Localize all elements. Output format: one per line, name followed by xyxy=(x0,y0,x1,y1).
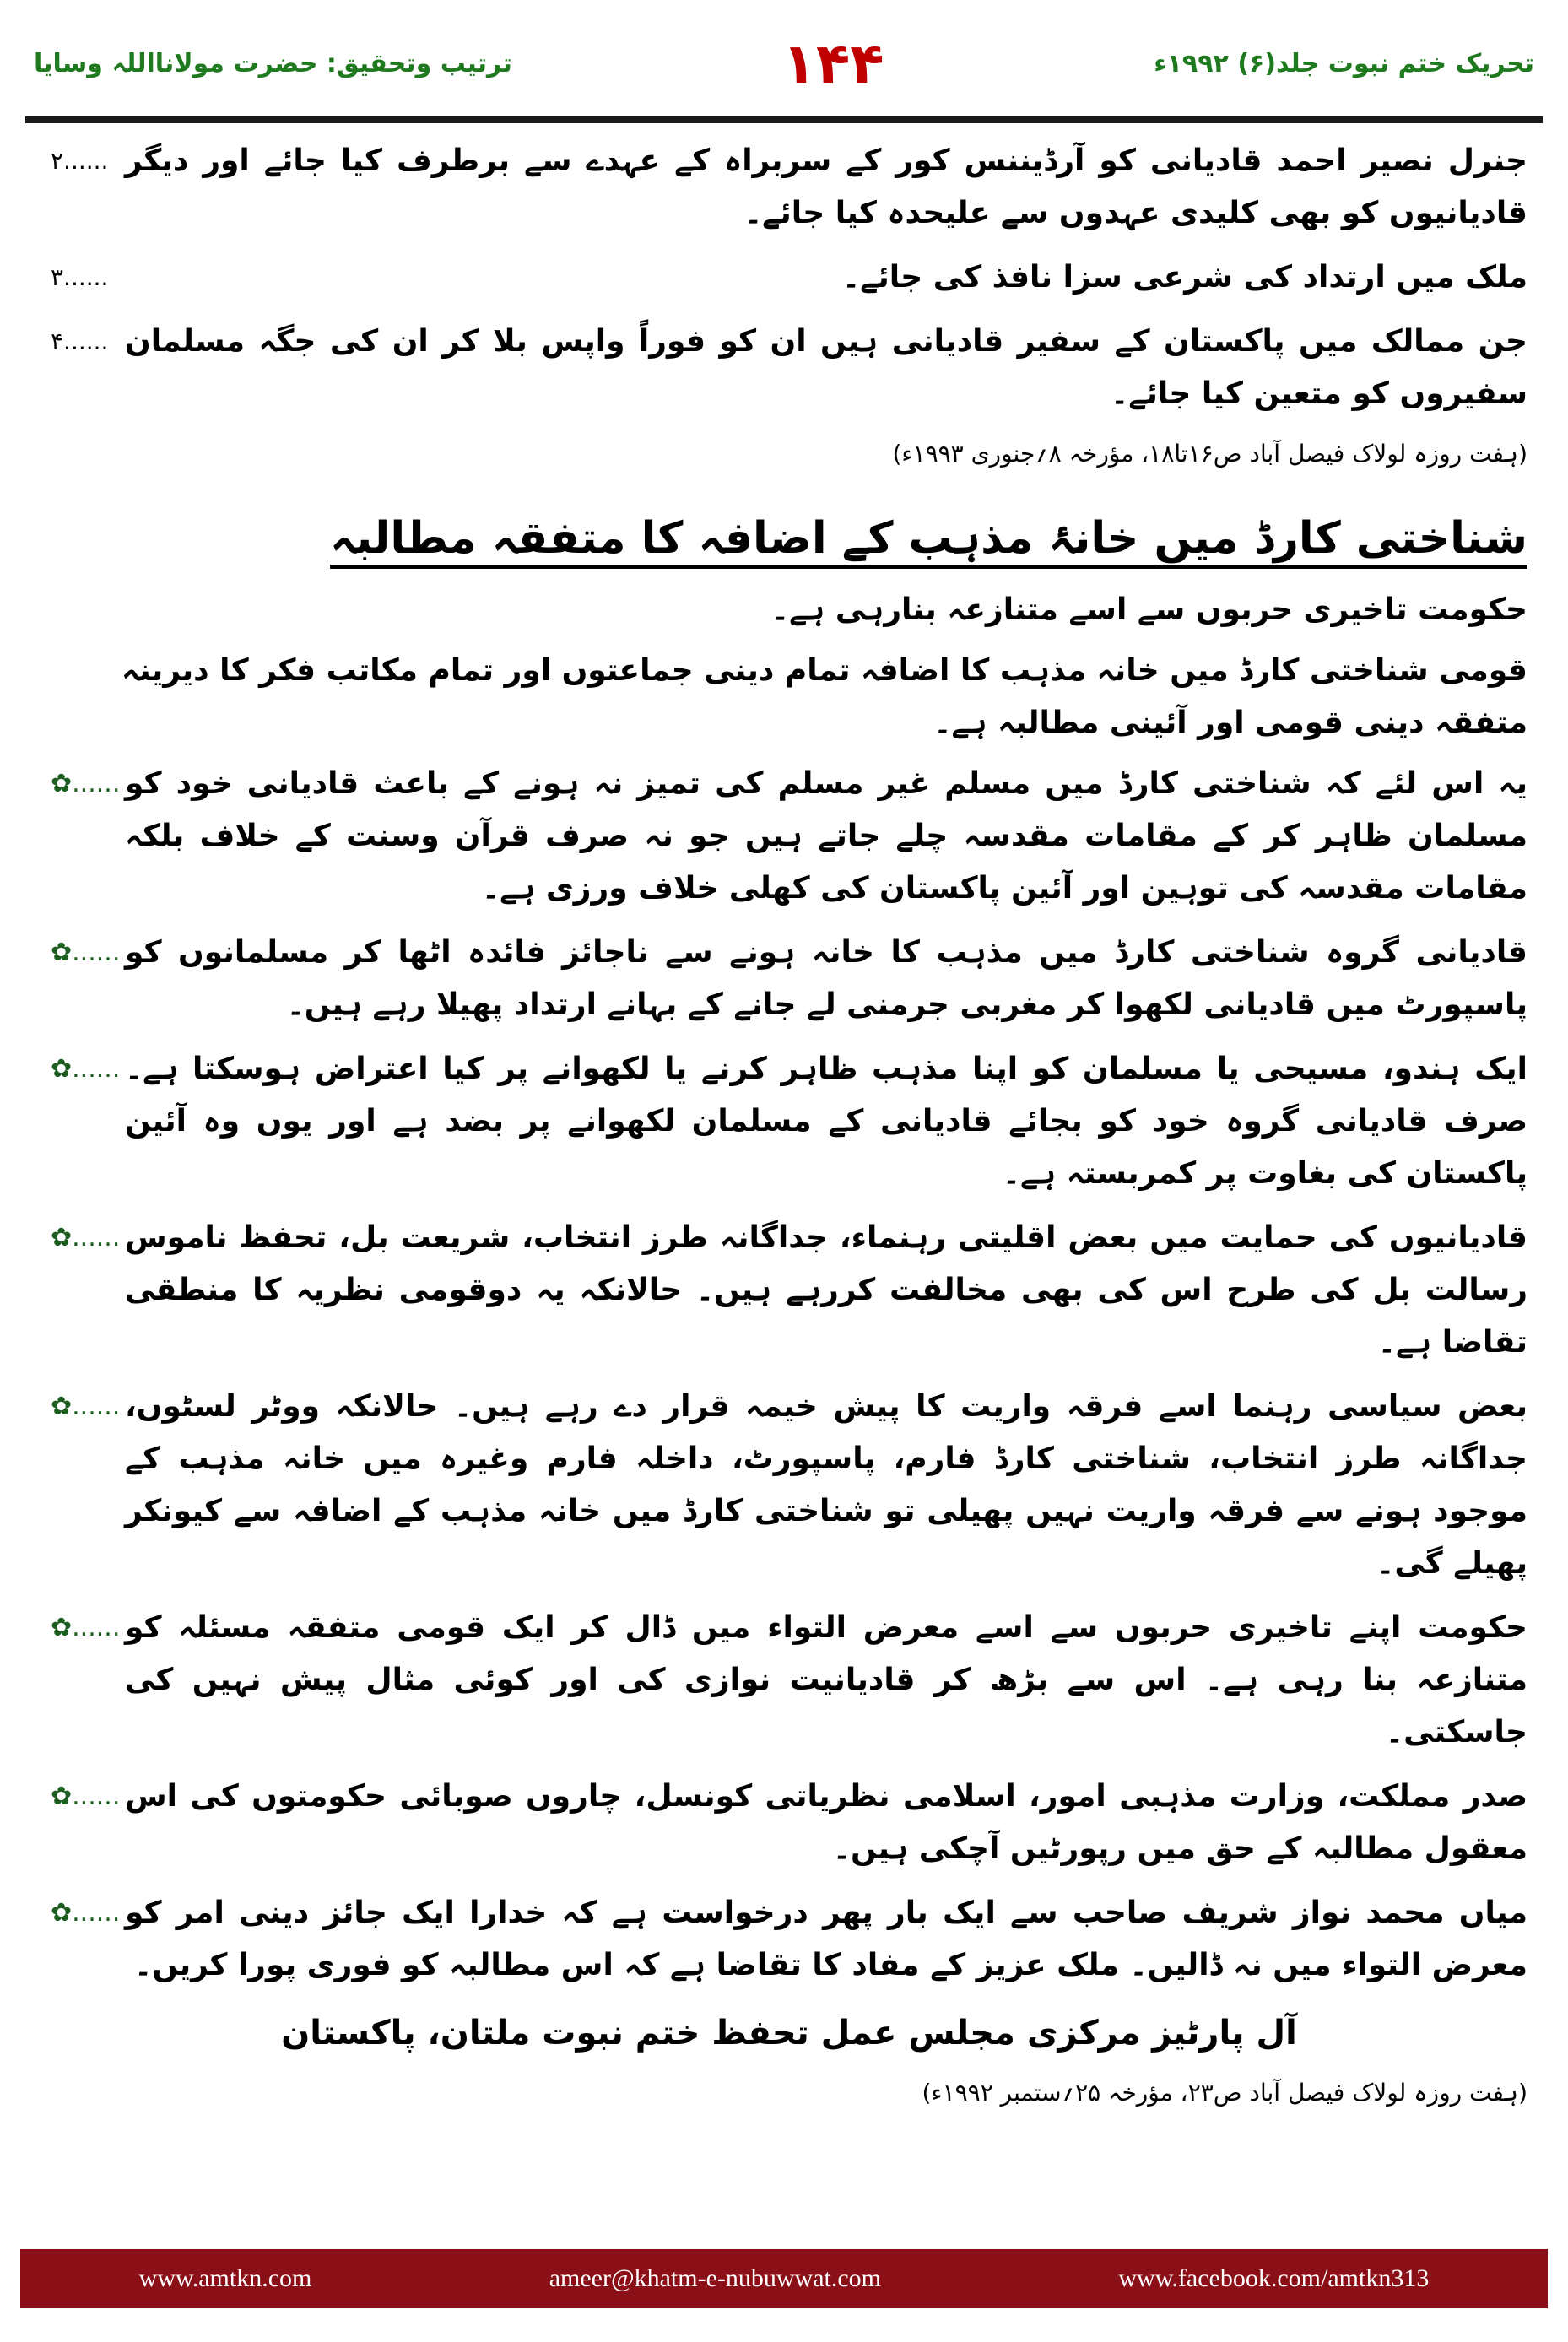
demand-number: ۲...... xyxy=(51,147,109,175)
compiler-credit: ترتیب وتحقیق: حضرت مولانااللہ وسایا xyxy=(34,48,512,78)
bullet-item xyxy=(51,1043,1527,1200)
bullet-text: بعض سیاسی رہنما اسے فرقہ واریت کا پیش خیمہ قرار دے رہے ہیں۔ حالانکہ ووٹر لسٹوں، جداگانہ طرز انتخاب، شناختی کارڈ فارم، پاسپورٹ، داخلہ فارم وغیرہ میں خانہ مذہب کے موجود ہونے سے فرقہ واریت نہیں پھیلی تو شناختی کارڈ میں خانہ مذہب کے اضافہ سے کیونکر پھیلے گی۔ xyxy=(125,1389,1527,1581)
bullet-text: حکومت اپنے تاخیری حربوں سے اسے معرض التواء میں ڈال کر ایک قومی متفقہ مسئلہ کو متنازعہ بنا رہی ہے۔ اس سے بڑھ کر قادیانیت نوازی کی اور کوئی مثال پیش نہیں کی جاسکتی۔ xyxy=(125,1610,1527,1750)
bullet-item xyxy=(51,1381,1527,1590)
flower-bullet-icon: ✿...... xyxy=(51,938,121,967)
bullet-item xyxy=(51,758,1527,915)
facebook-link[interactable]: www.facebook.com/amtkn313 xyxy=(1118,2264,1430,2292)
demand-number: ۴...... xyxy=(51,327,109,355)
page-number: ۱۴۴ xyxy=(781,30,884,96)
bullet-text: ایک ہندو، مسیحی یا مسلمان کو اپنا مذہب ظاہر کرنے یا لکھوانے پر کیا اعتراض ہوسکتا ہے۔ صرف قادیانی گروہ خود کو بجائے قادیانی کے مسلمان لکھوانے پر بضد ہے اور یوں وہ آئین پاکستان کی بغاوت پر کمربستہ ہے۔ xyxy=(125,1052,1527,1191)
bullet-text: قادیانی گروہ شناختی کارڈ میں مذہب کا خانہ ہونے سے ناجائز فائدہ اٹھا کر مسلمانوں کو پاسپورٹ میں قادیانی لکھوا کر مغربی جرمنی لے جانے کے بہانے ارتداد پھیلا رہے ہیں۔ xyxy=(125,935,1527,1022)
demand-item xyxy=(51,252,1527,304)
flower-bullet-icon: ✿...... xyxy=(51,1392,121,1421)
bullet-text: صدر مملکت، وزارت مذہبی امور، اسلامی نظریاتی کونسل، چاروں صوبائی حکومتوں کی اس معقول مطالبہ کے حق میں رپورٹیں آچکی ہیں۔ xyxy=(125,1779,1527,1866)
bullet-item xyxy=(51,927,1527,1031)
bullet-item xyxy=(51,1771,1527,1875)
bullet-text: یہ اس لئے کہ شناختی کارڈ میں مسلم غیر مسلم کی تمیز نہ ہونے کے باعث قادیانی خود کو مسلمان ظاہر کر کے مقامات مقدسہ چلے جاتے ہیں جو نہ صرف قرآن وسنت کے خلاف بلکہ مقامات مقدسہ کی توہین اور آئین پاکستان کی کھلی خلاف ورزی ہے۔ xyxy=(125,766,1527,906)
book-title: تحریک ختم نبوت جلد(۶) ۱۹۹۲ء xyxy=(1154,48,1534,78)
flower-bullet-icon: ✿...... xyxy=(51,1223,121,1252)
bullet-text: میاں محمد نواز شریف صاحب سے ایک بار پھر درخواست ہے کہ خدارا ایک جائز دینی امر کو معرض التواء میں نہ ڈالیں۔ ملک عزیز کے مفاد کا تقاضا ہے کہ اس مطالبہ کو فوری پورا کریں۔ xyxy=(125,1896,1527,1982)
source-citation: (ہفت روزہ لولاک فیصل آباد ص۱۶تا۱۸، مؤرخہ ۸؍جنوری ۱۹۹۳ء) xyxy=(892,440,1527,468)
flower-bullet-icon: ✿...... xyxy=(51,769,121,798)
signatory: آل پارٹیز مرکزی مجلس عمل تحفظ ختم نبوت ملتان، پاکستان xyxy=(281,2014,1297,2053)
demand-item xyxy=(51,316,1527,420)
intro-line: حکومت تاخیری حربوں سے اسے متنازعہ بنارہی ہے۔ xyxy=(771,592,1527,627)
demand-text: ملک میں ارتداد کی شرعی سزا نافذ کی جائے۔ xyxy=(842,260,1527,295)
flower-bullet-icon: ✿...... xyxy=(51,1613,121,1642)
intro-line: قومی شناختی کارڈ میں خانہ مذہب کا اضافہ تمام دینی جماعتوں اور تمام مکاتب فکر کا دیرینہ متفقہ دینی قومی اور آئینی مطالبہ ہے۔ xyxy=(121,653,1527,740)
flower-bullet-icon: ✿...... xyxy=(51,1898,121,1928)
section-heading: شناختی کارڈ میں خانۂ مذہب کے اضافہ کا متفقہ مطالبہ xyxy=(330,513,1527,564)
page-content xyxy=(51,135,1527,2211)
bullet-item xyxy=(51,1887,1527,1992)
flower-bullet-icon: ✿...... xyxy=(51,1782,121,1811)
bullet-item xyxy=(51,1212,1527,1369)
page-footer xyxy=(20,2249,1548,2308)
bullet-text: قادیانیوں کی حمایت میں بعض اقلیتی رہنماء، جداگانہ طرز انتخاب، شریعت بل، تحفظ ناموس رسالت بل کی طرح اس کی بھی مخالفت کررہے ہیں۔ حالانکہ یہ دوقومی نظریہ کا منطقی تقاضا ہے۔ xyxy=(125,1220,1527,1360)
demand-number: ۳...... xyxy=(51,263,109,291)
page-header xyxy=(34,17,1534,110)
header-divider xyxy=(25,116,1543,123)
demand-item xyxy=(51,135,1527,240)
source-citation: (ہفت روزہ لولاک فیصل آباد ص۲۳، مؤرخہ ۲۵؍ستمبر ۱۹۹۲ء) xyxy=(922,2079,1527,2107)
email-link[interactable]: ameer@khatm-e-nubuwwat.com xyxy=(549,2264,882,2292)
flower-bullet-icon: ✿...... xyxy=(51,1054,121,1084)
website-link[interactable]: www.amtkn.com xyxy=(138,2264,312,2292)
demand-text: جنرل نصیر احمد قادیانی کو آرڈیننس کور کے سربراہ کے عہدے سے برطرف کیا جائے اور دیگر قادیانیوں کو بھی کلیدی عہدوں سے علیحدہ کیا جائے۔ xyxy=(125,143,1527,230)
bullet-item xyxy=(51,1602,1527,1759)
demand-text: جن ممالک میں پاکستان کے سفیر قادیانی ہیں ان کو فوراً واپس بلا کر ان کی جگہ مسلمان سفیروں کو متعین کیا جائے۔ xyxy=(125,324,1527,411)
